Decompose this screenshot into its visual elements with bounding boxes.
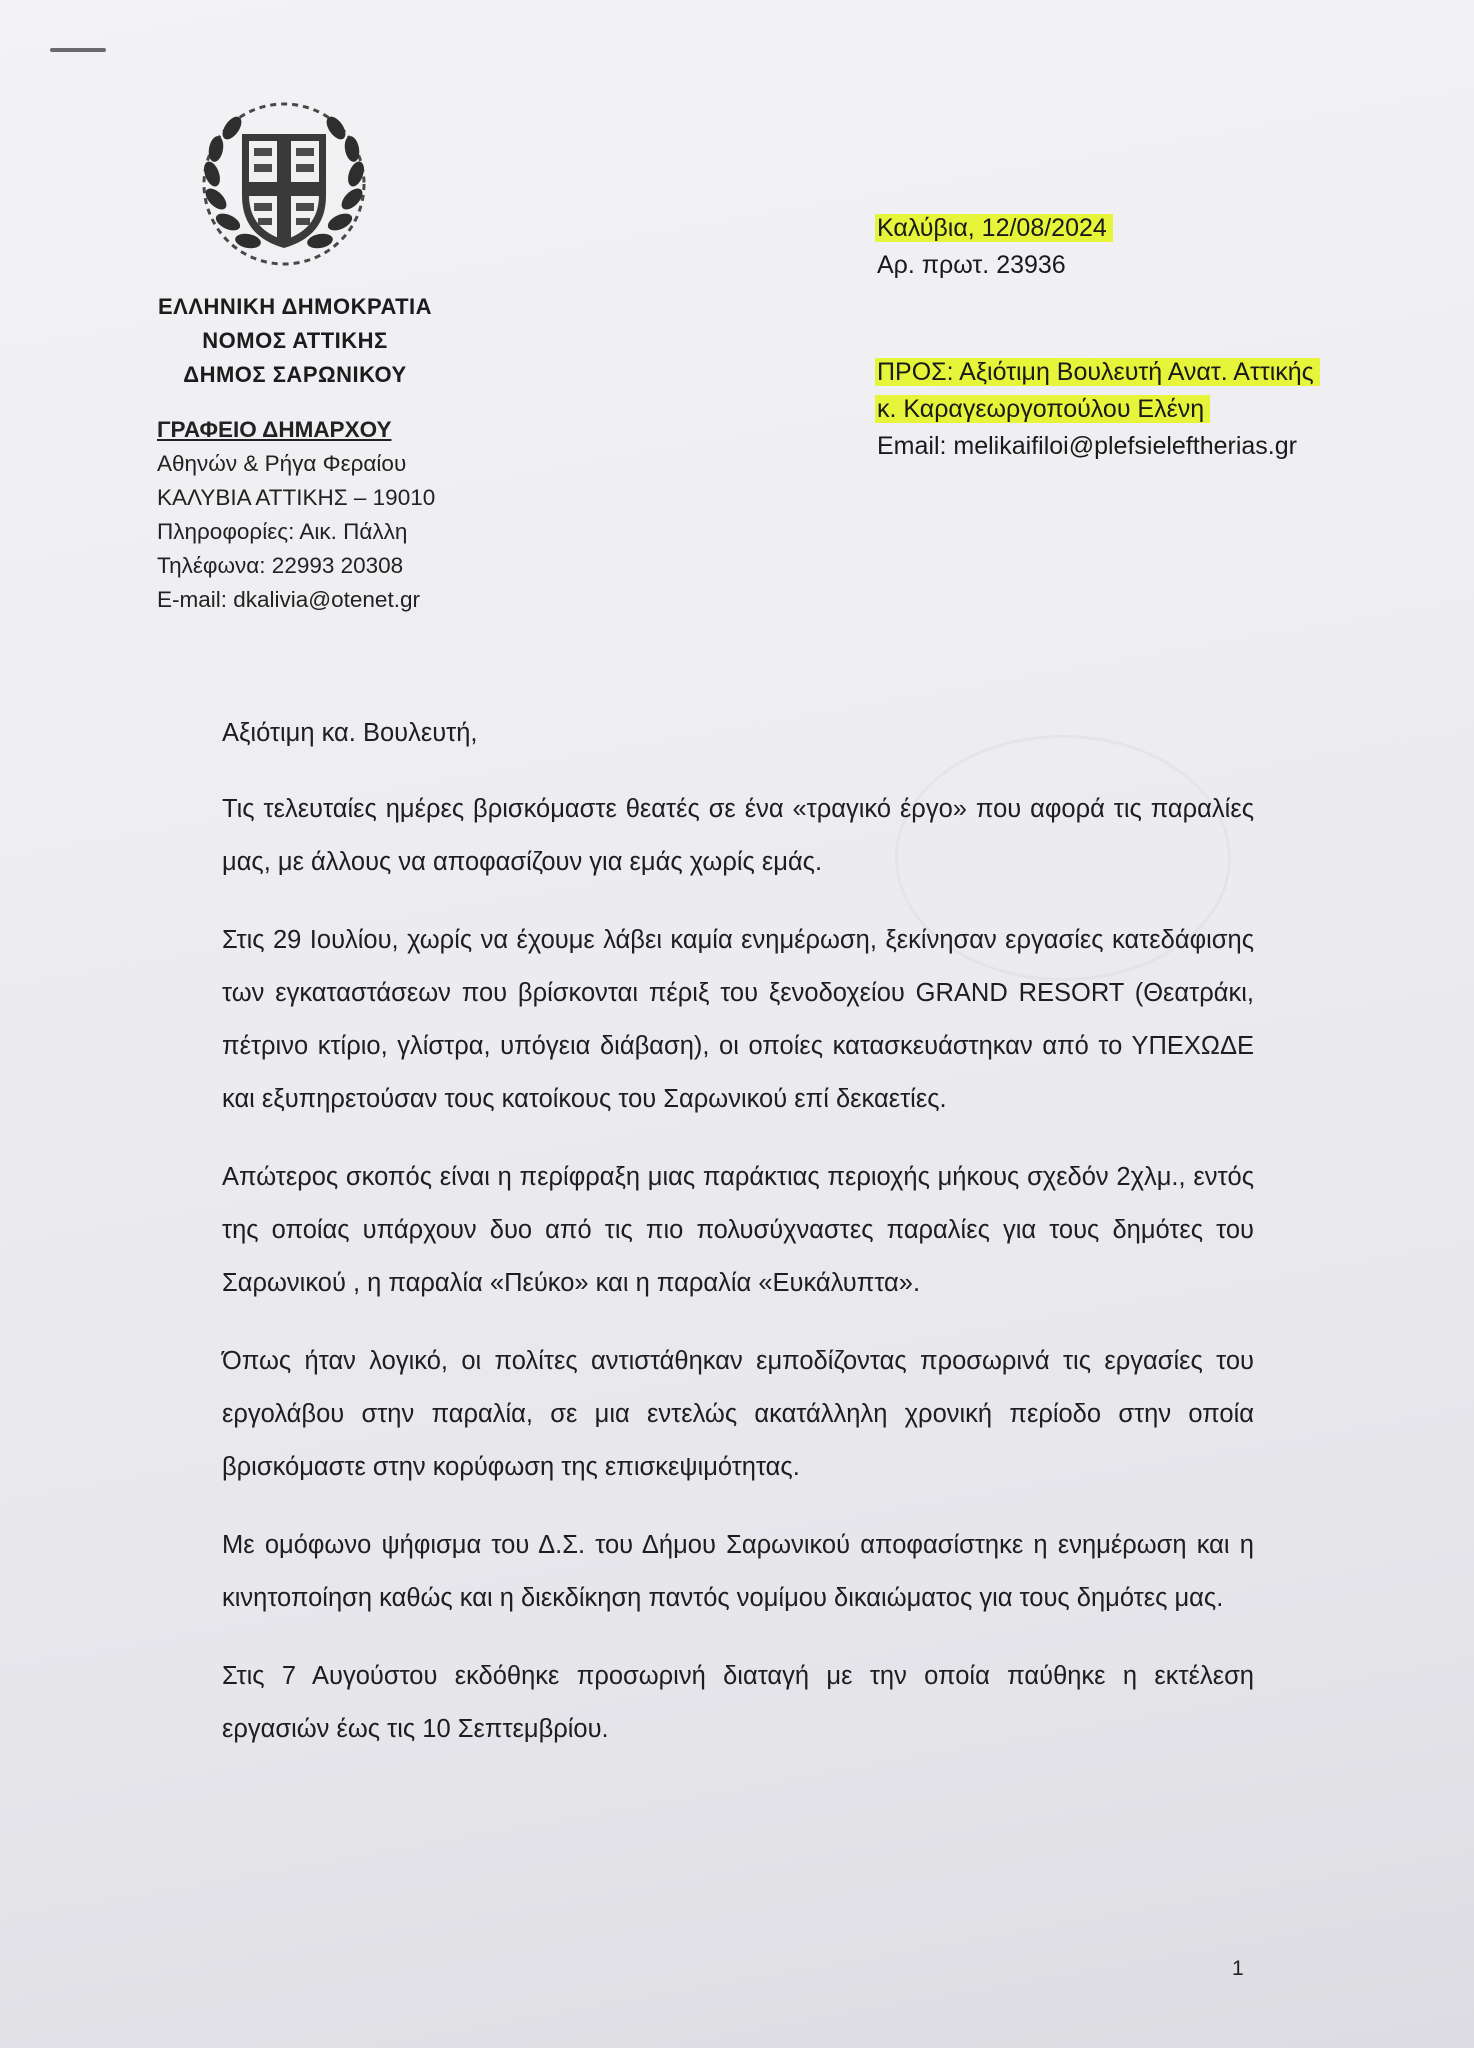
letter-meta [877,210,1437,465]
salutation: Αξιότιμη κα. Βουλευτή, [222,719,478,747]
recipient-line-2: κ. Καραγεωργοπούλου Ελένη [875,395,1210,423]
info-contact: Πληροφορίες: Αικ. Πάλλη [157,519,408,544]
letter-date: Καλύβια, 12/08/2024 [875,214,1113,242]
body-paragraph-5: Με ομόφωνο ψήφισμα του Δ.Σ. του Δήμου Σαρωνικού αποφασίστηκε η ενημέρωση και η κινητοποίηση καθώς και η διεκδίκηση παντός νομίμου δικαιώματος για τους δημότες μας. [222,1531,1254,1612]
protocol-number: Αρ. πρωτ. 23936 [877,251,1066,279]
scan-mark [50,48,106,52]
org-line-prefecture: ΝΟΜΟΣ ΑΤΤΙΚΗΣ [202,328,388,353]
page-number: 1 [1232,1957,1244,1980]
org-line-country: ΕΛΛΗΝΙΚΗ ΔΗΜΟΚΡΑΤΙΑ [157,294,433,319]
body-paragraph-3: Απώτερος σκοπός είναι η περίφραξη μιας παράκτιας περιοχής μήκους σχεδόν 2χλμ., εντός της οποίας υπάρχουν δυο από τις πιο πολυσύχναστες παραλίες για τους δημότες του Σαρωνικού , η παραλία «Πεύκο» και η παραλία «Ευκάλυπτα». [222,1163,1254,1297]
office-title: ΓΡΑΦΕΙΟ ΔΗΜΑΡΧΟΥ [157,417,392,442]
phone-number: Τηλέφωνα: 22993 20308 [157,553,404,578]
address-city: ΚΑΛΥΒΙΑ ΑΤΤΙΚΗΣ – 19010 [157,485,436,510]
office-email: E-mail: dkalivia@otenet.gr [157,587,420,612]
org-line-municipality: ΔΗΜΟΣ ΣΑΡΩΝΙΚΟΥ [183,362,407,387]
body-paragraph-4: Όπως ήταν λογικό, οι πολίτες αντιστάθηκαν εμποδίζοντας προσωρινά τις εργασίες του εργολάβου στην παραλία, σε μια εντελώς ακατάλληλη χρονική περίοδο στην οποία βρισκόμαστε στην κορύφωση της επισκεψιμότητας. [222,1347,1254,1481]
organization-header [130,290,460,392]
body-paragraph-6: Στις 7 Αυγούστου εκδόθηκε προσωρινή διαταγή με την οποία παύθηκε η εκτέλεση εργασιών έως τις 10 Σεπτεμβρίου. [222,1662,1254,1743]
body-paragraph-2: Στις 29 Ιουλίου, χωρίς να έχουμε λάβει καμία ενημέρωση, ξεκίνησαν εργασίες κατεδάφισης των εγκαταστάσεων που βρίσκονται πέριξ του ξενοδοχείου GRAND RESORT (Θεατράκι, πέτρινο κτίριο, γλίστρα, υπόγεια διάβαση), οι οποίες κατασκευάστηκαν από το ΥΠΕΧΩΔΕ και εξυπηρετούσαν τους κατοίκους του Σαρωνικού επί δεκαετίες. [222,926,1254,1113]
greek-state-emblem-icon [198,98,370,270]
body-paragraph-1: Τις τελευταίες ημέρες βρισκόμαστε θεατές σε ένα «τραγικό έργο» που αφορά τις παραλίες μας, με άλλους να αποφασίζουν για εμάς χωρίς εμάς. [222,795,1254,876]
letter-body [222,707,1254,1781]
office-contact-block [157,413,577,617]
address-street: Αθηνών & Ρήγα Φεραίου [157,451,407,476]
recipient-line-1: ΠΡΟΣ: Αξιότιμη Βουλευτή Ανατ. Αττικής [875,358,1320,386]
recipient-email: Email: melikaifiloi@plefsieleftherias.gr [877,432,1297,460]
